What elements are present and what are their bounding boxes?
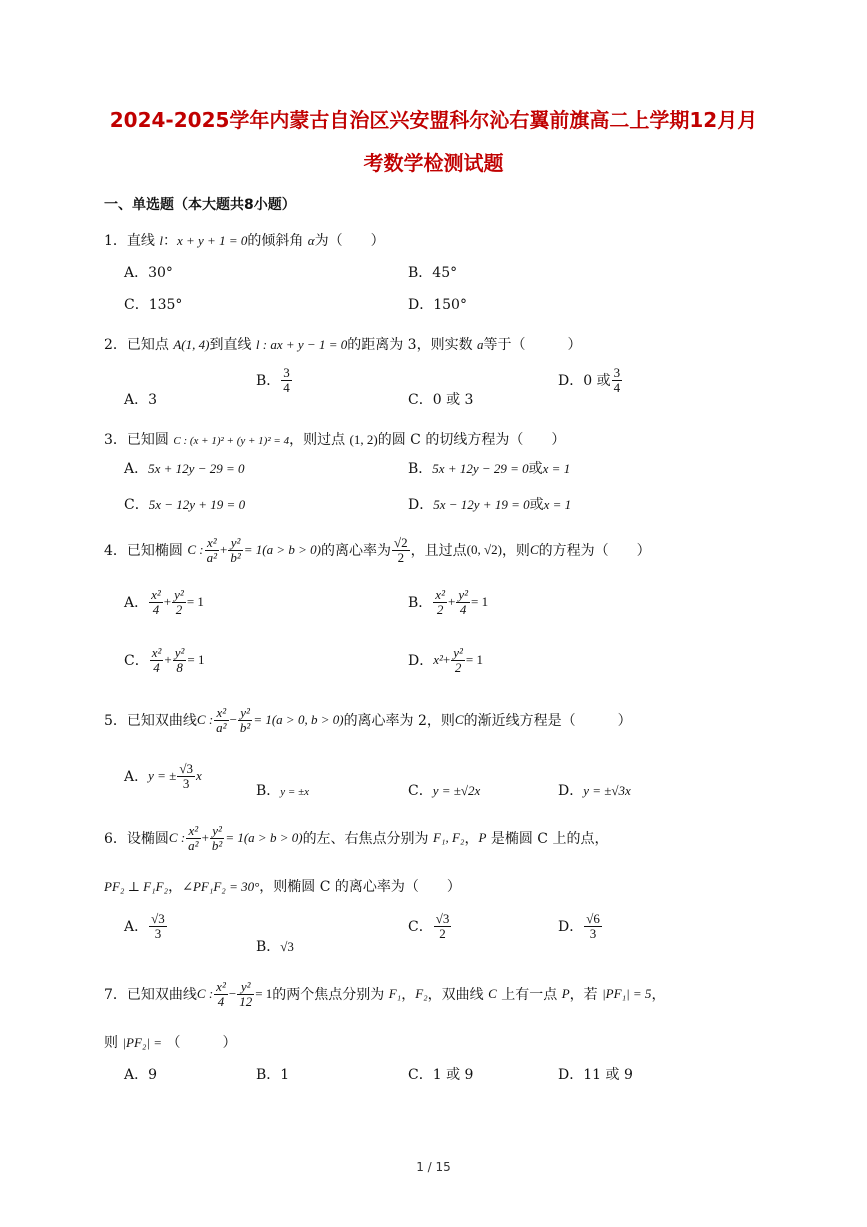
q3-option-c: C．5x − 12y + 19 = 0 xyxy=(124,497,246,513)
q2-option-a: A．3 xyxy=(124,392,158,408)
q3-option-b: B．5x + 12y − 29 = 0或x = 1 xyxy=(408,461,571,477)
document-title-line2: 考数学检测试题 xyxy=(363,151,504,175)
q6-option-a: A． $\frac{√3}{3}$ xyxy=(124,911,165,941)
question-3-stem: 3．已知圆 C : (x + 1)² + (y + 1)² = 4，则过点 (1, 2)的圆 C 的切线方程为（ ） xyxy=(104,432,566,448)
q3-option-a: A．5x + 12y − 29 = 0 xyxy=(124,461,245,477)
section-heading: 一、单选题（本大题共8小题） xyxy=(104,197,296,213)
q7-option-a: A．9 xyxy=(124,1067,158,1083)
q4-option-d: D．x²+ $\frac{\text{y²}}{2}$ = 1 xyxy=(408,645,484,675)
q6-option-d: D． $\frac{√6}{3}$ xyxy=(558,911,600,941)
question-4-stem: 4．已知椭圆 C : $\frac{\text{x²}}{\text{a²}}$ + $\frac{\text{y²}}{\text{b²}}$ = 1(a > b > 0)的离心率为 $\frac{√2}{2}$ ，且过点(0, √2)，则C的方程为（ ） xyxy=(104,535,651,565)
q4-option-c: C． $\frac{\text{x²}}{4}$ + $\frac{\text{y²}}{8}$ = 1 xyxy=(124,645,205,675)
q2-option-b: B． $\frac{3}{4}$ xyxy=(256,365,290,395)
q7-option-b: B．1 xyxy=(256,1067,290,1083)
q2-option-d: D．0 或 $\frac{3}{4}$ xyxy=(558,365,621,395)
q1-option-a: A．30° xyxy=(124,265,173,281)
q2-option-c: C．0 或 3 xyxy=(408,392,474,408)
question-6-stem: 6．设椭圆C : $\frac{\text{x²}}{\text{a²}}$ + $\frac{\text{y²}}{\text{b²}}$ = 1(a > b > 0)的左、右焦点分别为 F₁, F₂，P 是椭圆 C 上的点， xyxy=(104,823,609,853)
question-6-stem-line2: PF₂ ⊥ F₁F₂，∠PF₁F₂ = 30°，则椭圆 C 的离心率为（ ） xyxy=(104,879,461,895)
question-7-stem: 7．已知双曲线C : $\frac{\text{x²}}{4}$ − $\frac{\text{y²}}{12}$ = 1的两个焦点分别为 F₁，F₂，双曲线 C 上有一点 P，若 |PF₁| = 5， xyxy=(104,979,666,1009)
q7-option-d: D．11 或 9 xyxy=(558,1067,633,1083)
document-title-line1: 2024-2025学年内蒙古自治区兴安盟科尔沁右翼前旗高二上学期12月月 xyxy=(109,108,758,132)
question-5-stem: 5．已知双曲线C : $\frac{\text{x²}}{\text{a²}}$ − $\frac{\text{y²}}{\text{b²}}$ = 1(a > 0, b > 0)的离心率为 2，则C的渐近线方程是（ ） xyxy=(104,705,632,735)
question-7-stem-line2: 则 |PF₂| = （ ） xyxy=(104,1035,237,1051)
q1-option-c: C．135° xyxy=(124,297,183,313)
q4-option-a: A． $\frac{\text{x²}}{4}$ + $\frac{\text{y²}}{2}$ = 1 xyxy=(124,587,204,617)
q1-option-d: D．150° xyxy=(408,297,467,313)
q6-option-b: B．√3 xyxy=(256,939,294,955)
q5-option-a: A．y = ± $\frac{√3}{3}$ x xyxy=(124,761,202,791)
line-equation: x + y + 1 = 0 xyxy=(176,233,248,248)
q6-option-c: C． $\frac{√3}{2}$ xyxy=(408,911,450,941)
question-2-stem: 2．已知点 A(1, 4)到直线 l : ax + y − 1 = 0的距离为 3，则实数 a等于（ ） xyxy=(104,337,582,353)
q3-option-d: D．5x − 12y + 19 = 0或x = 1 xyxy=(408,497,572,513)
page-number: 1 / 15 xyxy=(416,1160,451,1174)
q1-option-b: B．45° xyxy=(408,265,458,281)
question-1-stem: 1．直线 l：x + y + 1 = 0的倾斜角 α为（ ） xyxy=(104,233,385,249)
q4-option-b: B． $\frac{\text{x²}}{2}$ + $\frac{\text{y²}}{4}$ = 1 xyxy=(408,587,489,617)
q7-option-c: C．1 或 9 xyxy=(408,1067,474,1083)
q5-option-d: D．y = ±√3x xyxy=(558,783,631,799)
q5-option-b: B．y = ±x xyxy=(256,783,310,799)
q5-option-c: C．y = ±√2x xyxy=(408,783,481,799)
